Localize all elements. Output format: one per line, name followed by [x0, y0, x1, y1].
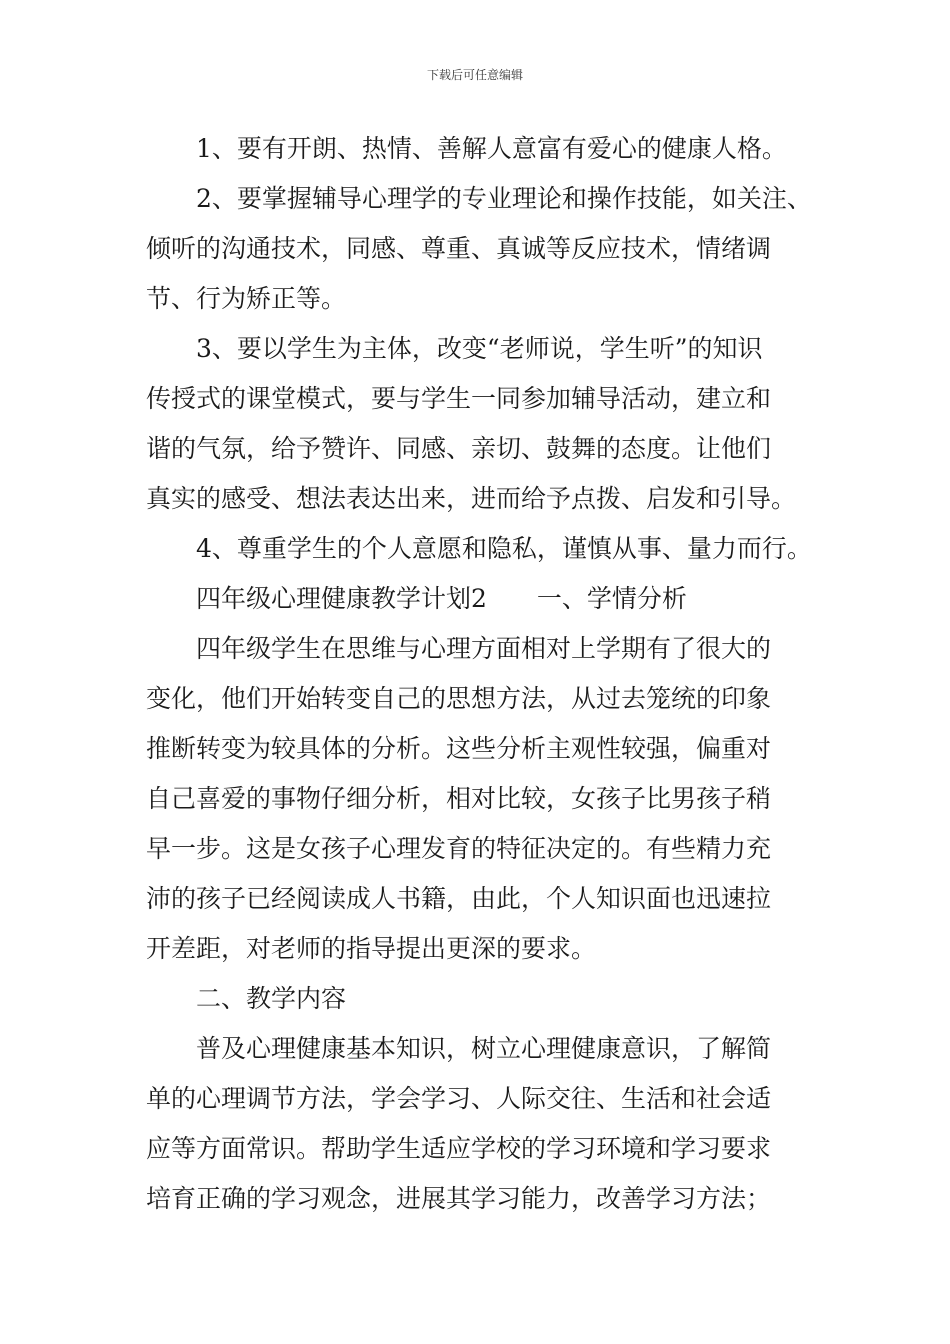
text-line: 培育正确的学习观念，进展其学习能力，改善学习方法；	[146, 1184, 772, 1213]
text-line: 单的心理调节方法，学会学习、人际交往、生活和社会适	[146, 1084, 772, 1113]
text-line: 沛的孩子已经阅读成人书籍，由此，个人知识面也迅速拉	[146, 884, 772, 913]
text-line: 4、尊重学生的个人意愿和隐私，谨慎从事、量力而行。	[196, 534, 812, 563]
text-line: 普及心理健康基本知识，树立心理健康意识，了解简	[196, 1034, 772, 1063]
text-line: 传授式的课堂模式，要与学生一同参加辅导活动，建立和	[146, 384, 772, 413]
text-line: 推断转变为较具体的分析。这些分析主观性较强，偏重对	[146, 734, 772, 763]
text-line: 谐的气氛，给予赞许、同感、亲切、鼓舞的态度。让他们	[146, 434, 772, 463]
text-line: 自己喜爱的事物仔细分析，相对比较，女孩子比男孩子稍	[146, 784, 772, 813]
text-line: 开差距，对老师的指导提出更深的要求。	[146, 934, 597, 963]
text-line: 1、要有开朗、热情、善解人意富有爱心的健康人格。	[196, 134, 787, 163]
text-line: 四年级学生在思维与心理方面相对上学期有了很大的	[196, 634, 772, 663]
text-line: 变化，他们开始转变自己的思想方法，从过去笼统的印象	[146, 684, 772, 713]
header-note: 下载后可任意编辑	[426, 68, 523, 82]
text-line: 节、行为矫正等。	[146, 284, 347, 313]
text-line: 2、要掌握辅导心理学的专业理论和操作技能，如关注、	[196, 184, 812, 213]
text-line: 早一步。这是女孩子心理发育的特征决定的。有些精力充	[146, 834, 772, 863]
text-line: 真实的感受、想法表达出来，进而给予点拨、启发和引导。	[146, 484, 797, 513]
text-line: 应等方面常识。帮助学生适应学校的学习环境和学习要求	[146, 1134, 772, 1163]
section-heading: 二、教学内容	[196, 984, 347, 1013]
text-line: 倾听的沟通技术，同感、尊重、真诚等反应技术，情绪调	[146, 234, 772, 263]
section-heading: 四年级心理健康教学计划2 一、学情分析	[196, 584, 687, 613]
text-line: 3、要以学生为主体，改变“老师说，学生听”的知识	[196, 334, 763, 363]
